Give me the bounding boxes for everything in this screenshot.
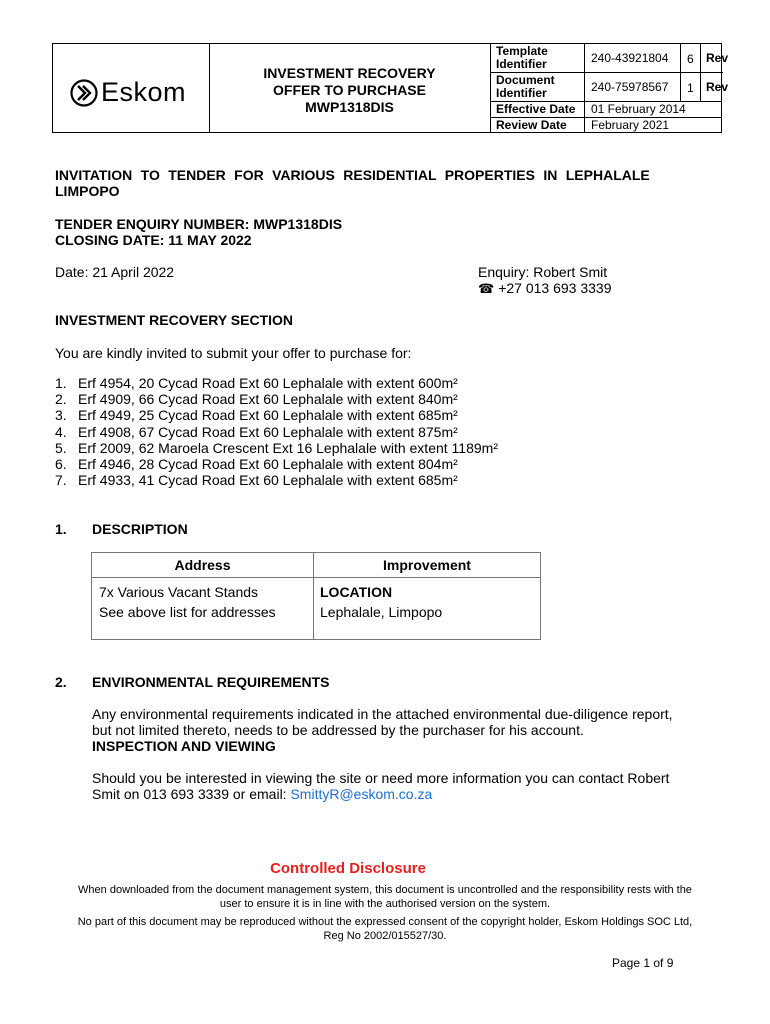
invitation-heading: INVITATION TO TENDER FOR VARIOUS RESIDENTIAL PROPERTIES IN LEPHALALE bbox=[55, 167, 650, 183]
meta-row-review bbox=[491, 118, 721, 133]
closing-date: CLOSING DATE: 11 MAY 2022 bbox=[55, 232, 252, 248]
property-list bbox=[55, 375, 575, 488]
meta-label: Document Identifier bbox=[491, 73, 585, 101]
list-item: 2. Erf 4909, 66 Cycad Road Ext 60 Lephalale with extent 840m² bbox=[55, 391, 458, 408]
tender-enquiry-number: TENDER ENQUIRY NUMBER: MWP1318DIS bbox=[55, 216, 343, 232]
document-title bbox=[209, 44, 491, 132]
rev-values-column bbox=[680, 43, 703, 101]
meta-label: Template Identifier bbox=[491, 44, 585, 72]
list-item: 6. Erf 4946, 28 Cycad Road Ext 60 Lephalale with extent 804m² bbox=[55, 456, 458, 473]
col-address-header: Address bbox=[174, 557, 231, 573]
invitation-heading-line2: LIMPOPO bbox=[55, 183, 120, 199]
contact-text-line1: Should you be interested in viewing the site or need more information you can contact Robert bbox=[92, 770, 670, 786]
enquiry-phone-row bbox=[478, 280, 611, 297]
meta-rev-label: Rev bbox=[706, 51, 729, 65]
document-header-table bbox=[52, 43, 729, 133]
list-item: 7. Erf 4933, 41 Cycad Road Ext 60 Lephalale with extent 685m² bbox=[55, 472, 458, 489]
table-divider bbox=[313, 553, 314, 639]
telephone-icon: ☎ bbox=[478, 281, 495, 296]
footer-note-1: When downloaded from the document management system, this document is uncontrolled and the responsibility rests with the user to ensure it is in line with the authorised version on the system. bbox=[78, 884, 692, 910]
rev-value: 6 bbox=[687, 52, 694, 66]
contact-text-line2: Smit on 013 693 3339 or email: SmittyR@eskom.co.za bbox=[92, 786, 433, 802]
environmental-number: 2. bbox=[55, 674, 67, 690]
description-heading: DESCRIPTION bbox=[92, 521, 188, 537]
logo-text: Eskom bbox=[101, 77, 187, 107]
logo-cell bbox=[53, 44, 210, 132]
list-item: 1. Erf 4954, 20 Cycad Road Ext 60 Lephalale with extent 600m² bbox=[55, 375, 458, 391]
meta-value: February 2021 bbox=[591, 118, 670, 132]
controlled-disclosure: Controlled Disclosure bbox=[270, 860, 426, 877]
document-date: Date: 21 April 2022 bbox=[55, 264, 175, 280]
page-number: Page 1 of 9 bbox=[612, 956, 674, 970]
title-line-2: OFFER TO PURCHASE bbox=[273, 82, 426, 98]
inspection-heading: INSPECTION AND VIEWING bbox=[92, 738, 276, 754]
list-item: 3. Erf 4949, 25 Cycad Road Ext 60 Lephalale with extent 685m² bbox=[55, 407, 458, 424]
table-header-row bbox=[92, 553, 540, 578]
meta-value: 240-43921804 bbox=[585, 44, 701, 72]
eskom-logo bbox=[70, 77, 186, 108]
meta-row-effective bbox=[491, 102, 721, 118]
email-link[interactable]: SmittyR@eskom.co.za bbox=[290, 786, 433, 802]
list-item: 4. Erf 4908, 67 Cycad Road Ext 60 Lephalale with extent 875m² bbox=[55, 423, 458, 440]
title-line-3: MWP1318DIS bbox=[305, 99, 394, 115]
table-cell-address: 7x Various Vacant Stands See above list for addresses bbox=[99, 584, 276, 620]
rev-value: 1 bbox=[687, 81, 694, 95]
meta-rev-label: Rev bbox=[706, 80, 729, 94]
col-improvement-header: Improvement bbox=[383, 557, 471, 573]
meta-value: 240-75978567 bbox=[585, 73, 701, 101]
description-table bbox=[91, 552, 541, 640]
list-item: 5. Erf 2009, 62 Maroela Crescent Ext 16 Lephalale with extent 1189m² bbox=[55, 439, 498, 456]
title-line-1: INVESTMENT RECOVERY bbox=[263, 65, 436, 81]
table-cell-improvement: LOCATION Lephalale, Limpopo bbox=[320, 584, 443, 620]
enquiry-phone: +27 013 693 3339 bbox=[498, 280, 612, 296]
section-title: INVESTMENT RECOVERY SECTION bbox=[55, 312, 294, 328]
intro-text: You are kindly invited to submit your offer to purchase for: bbox=[55, 345, 412, 361]
environmental-text-line2: but not limited thereto, needs to be addressed by the purchaser for his account. bbox=[92, 722, 584, 738]
enquiry-contact: Enquiry: Robert Smit bbox=[478, 264, 608, 280]
description-number: 1. bbox=[55, 521, 67, 537]
meta-label: Effective Date bbox=[491, 102, 585, 117]
meta-value: 01 February 2014 bbox=[591, 102, 686, 116]
environmental-text-line1: Any environmental requirements indicated in the attached environmental due-diligence report, bbox=[92, 706, 673, 722]
footer-note-2: No part of this document may be reproduced without the expressed consent of the copyright holder, Eskom Holdings SOC Ltd, Reg No 2002/015527/30. bbox=[77, 916, 693, 942]
meta-label: Review Date bbox=[491, 118, 585, 133]
eskom-emblem-icon bbox=[70, 79, 98, 107]
environmental-heading: ENVIRONMENTAL REQUIREMENTS bbox=[92, 674, 330, 690]
